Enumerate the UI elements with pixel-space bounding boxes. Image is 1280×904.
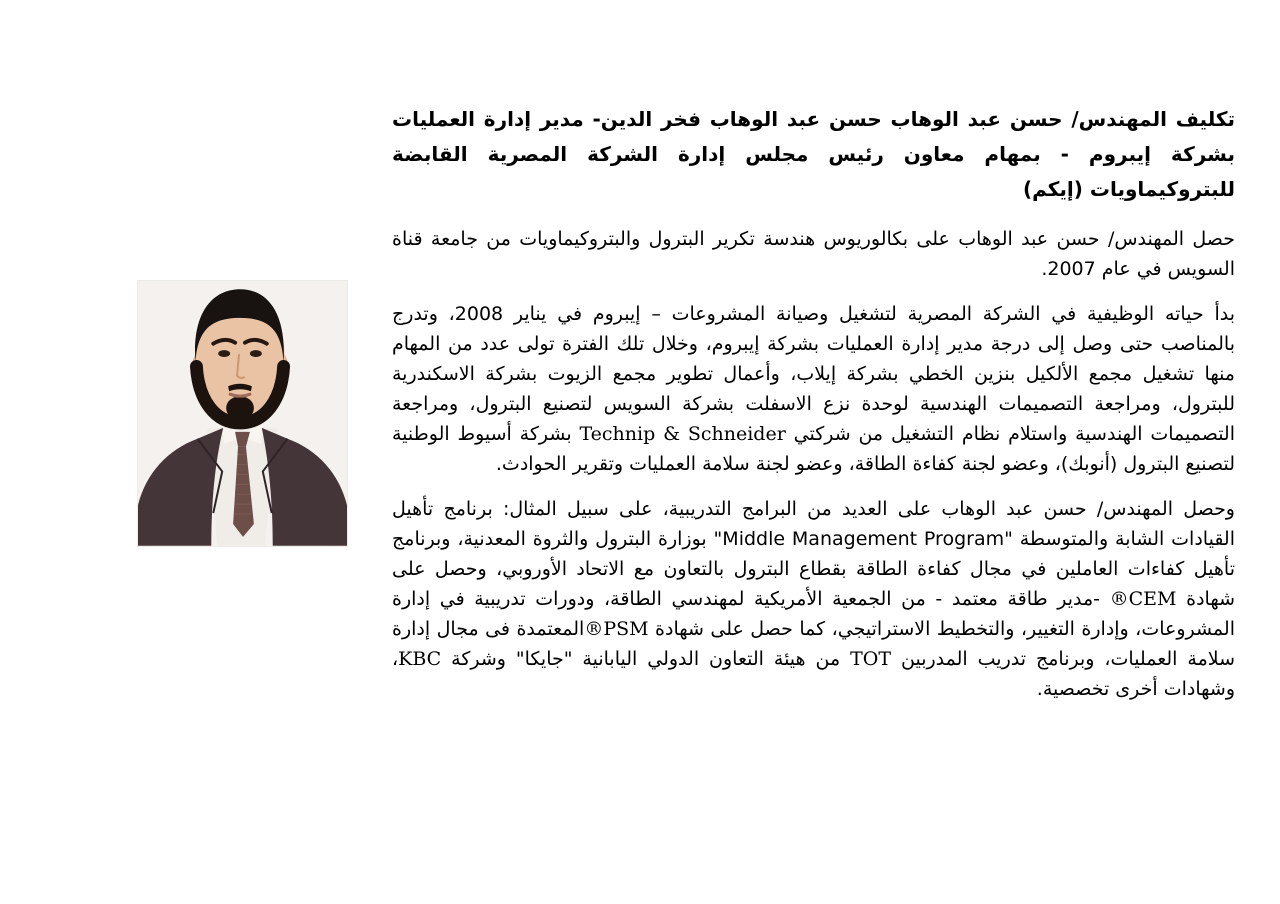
training-text-6: ، وشهادات أخرى تخصصية.	[392, 648, 1235, 700]
career-text-1: بدأ حياته الوظيفية في الشركة المصرية لتشغيل وصيانة المشروعات – إيبروم في يناير 2008، وتدرج بالمناصب حتى وصل إلى درجة مدير إدارة العمليات بشركة إيبروم، وخلال تلك الفترة تولى عدد من المهام منها تشغيل مجمع الألكيل بنزين الخطي بشركة إيلاب، وأعمال تطوير مجمع الزيوت بشركة الاسكندرية للبترول، ومراجعة التصميمات الهندسية لوحدة نزع الاسفلت بشركة السويس لتصنيع البترول، ومراجعة التصميمات الهندسية واستلام نظام التشغيل من شركتي	[392, 303, 1235, 445]
education-text: حصل المهندس/ حسن عبد الوهاب على بكالوريوس هندسة تكرير البترول والبتروكيماويات من جامعة قناة السويس في عام 2007.	[392, 228, 1235, 280]
paragraph-education	[392, 224, 1235, 284]
career-text-2: بشركة أسيوط الوطنية لتصنيع البترول (أنوبك)، وعضو لجنة كفاءة الطاقة، وعضو لجنة سلامة العمليات وتقرير الحوادث.	[392, 423, 1235, 475]
training-text-1: وحصل المهندس/ حسن عبد الوهاب على العديد من البرامج التدريبية، على سبيل المثال: برنامج تأهيل القيادات الشابة والمتوسطة "	[392, 498, 1235, 550]
paragraph-career	[392, 299, 1235, 479]
training-program-latin: Middle Management Program	[722, 528, 1005, 550]
training-text-5: من هيئة التعاون الدولي اليابانية "جايكا" وشركة	[441, 648, 851, 670]
training-text-3: -مدير طاقة معتمد - من الجمعية الأمريكية لمهندسي الطاقة، ودورات تدريبية في إدارة المشروعات، وإدارة التغيير، والتخطيط الاستراتيجي، كما حصل على شهادة	[392, 588, 1235, 640]
training-cert-tot: TOT	[850, 648, 892, 670]
training-cert-cem: CEM®	[1109, 588, 1177, 610]
training-cert-psm: PSM®	[584, 618, 649, 640]
document-title	[392, 102, 1235, 207]
portrait-illustration	[138, 281, 347, 546]
training-text-2: " بوزارة البترول والثروة المعدنية، وبرنامج تأهيل كفاءات العاملين في مجال كفاءة الطاقة بقطاع البترول بالتعاون مع الاتحاد الأوروبي، وحصل على شهادة	[392, 528, 1235, 610]
text-column	[392, 102, 1235, 719]
training-text-4: المعتمدة فى مجال إدارة سلامة العمليات، وبرنامج تدريب المدربين	[392, 618, 1236, 670]
portrait-photo	[137, 280, 348, 547]
paragraph-training	[392, 494, 1235, 704]
career-companies-latin: Technip & Schneider	[579, 423, 786, 445]
document-title-text: تكليف المهندس/ حسن عبد الوهاب حسن عبد الوهاب فخر الدين- مدير إدارة العمليات بشركة إيبروم - بمهام معاون رئيس مجلس إدارة الشركة المصرية القابضة للبتروكيماويات (إيكم)	[392, 107, 1235, 201]
training-cert-kbc: KBC	[398, 648, 442, 670]
